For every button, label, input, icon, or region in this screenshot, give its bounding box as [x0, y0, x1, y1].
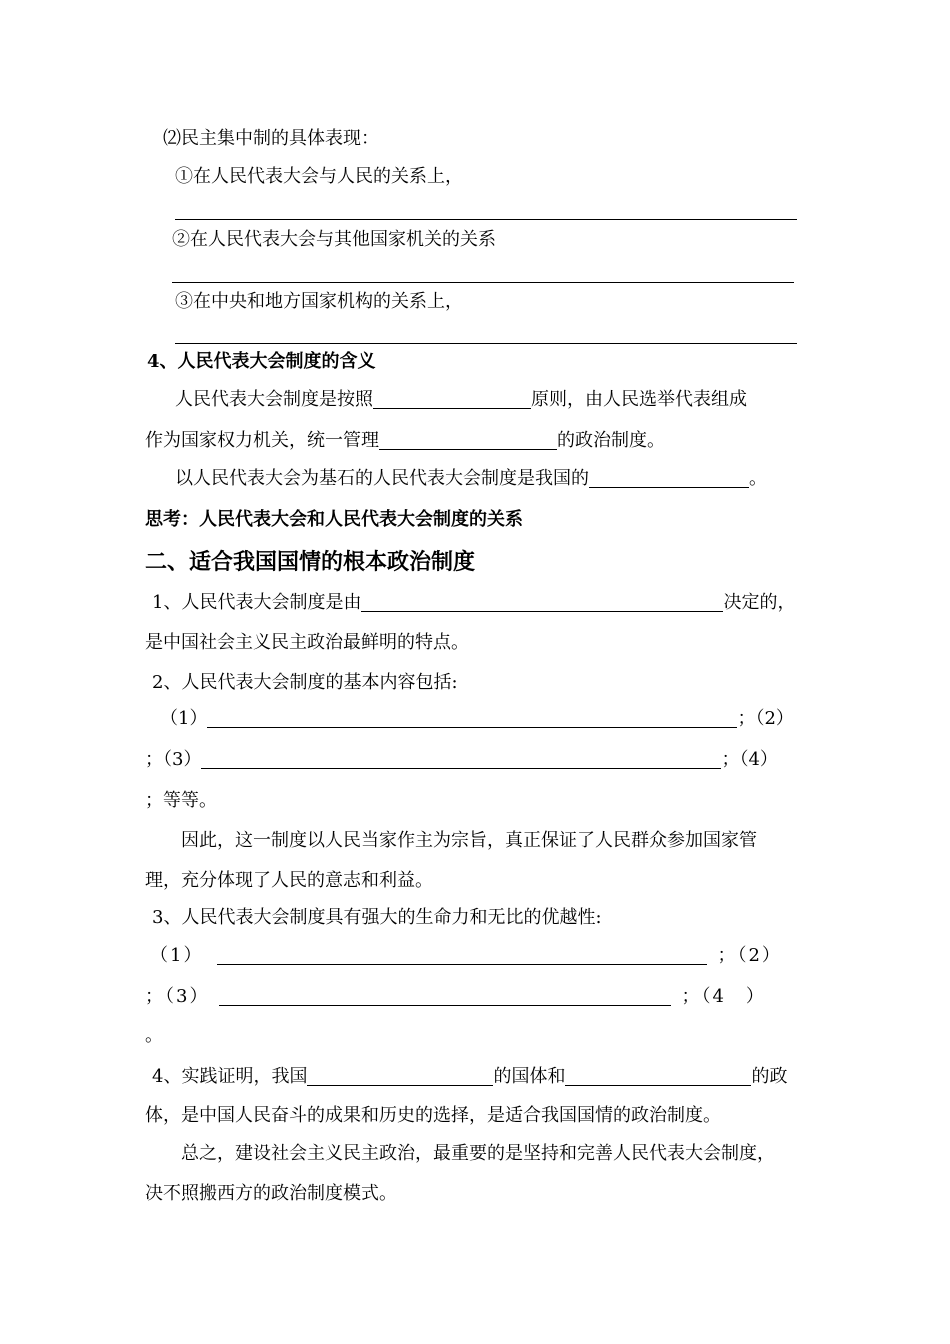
therefore-line-1: 因此，这一制度以人民当家作主为宗旨，真正保证了人民群众参加国家管 [181, 830, 757, 851]
meaning-text-a: 人民代表大会制度是按照 [175, 389, 373, 410]
q1-line-2: 是中国社会主义民主政治最鲜明的特点。 [145, 632, 469, 653]
q3-row-2 [145, 985, 766, 1009]
meaning-line-3 [175, 467, 767, 491]
blank-system[interactable] [589, 469, 749, 488]
meaning-line-1 [175, 388, 747, 412]
blank-q4-state-system[interactable] [307, 1067, 493, 1086]
item-2-text: ②在人民代表大会与其他国家机关的关系 [172, 229, 496, 250]
q3-row-3: 。 [145, 1025, 163, 1046]
meaning-text-e: 以人民代表大会为基石的人民代表大会制度是我国的 [175, 468, 589, 489]
q4-text-c: 的政 [751, 1066, 788, 1087]
q4-line-2: 体，是中国人民奋斗的成果和历史的选择，是适合我国国情的政治制度。 [145, 1105, 721, 1126]
heading-meaning: 4、人民代表大会制度的含义 [147, 351, 376, 372]
q3-label-3: ；（3） [145, 986, 210, 1007]
think-prompt: 思考：人民代表大会和人民代表大会制度的关系 [145, 509, 523, 530]
q2-text: 2、人民代表大会制度的基本内容包括: [152, 672, 458, 693]
q2-label-3: ；（3） [145, 749, 202, 770]
q3-label-2: ；（2） [717, 945, 782, 966]
q4-line-1 [152, 1065, 787, 1089]
blank-q1[interactable] [361, 593, 723, 612]
section-2-heading: 二、适合我国国情的根本政治制度 [145, 549, 476, 575]
blank-q4-government-system[interactable] [565, 1067, 751, 1086]
q4-text-a: 4、实践证明，我国 [152, 1066, 308, 1087]
q2-row-3: ；等等。 [145, 790, 217, 811]
conclusion-line-2: 决不照搬西方的政治制度模式。 [145, 1183, 397, 1204]
q1-text-b: 决定的， [723, 592, 796, 613]
q1-line-1 [152, 591, 795, 615]
answer-line-1[interactable] [175, 219, 797, 220]
item-3-text: ③在中央和地方国家机构的关系上， [175, 291, 463, 312]
meaning-text-c: 作为国家权力机关，统一管理 [145, 430, 379, 451]
blank-manage[interactable] [379, 431, 557, 450]
q1-text-a: 1、人民代表大会制度是由 [152, 592, 362, 613]
item-1-text: ①在人民代表大会与人民的关系上， [175, 166, 463, 187]
q2-label-1: （1） [160, 708, 208, 729]
blank-q2-1[interactable] [207, 709, 737, 728]
q3-text: 3、人民代表大会制度具有强大的生命力和无比的优越性: [152, 907, 602, 928]
answer-line-3[interactable] [175, 343, 797, 344]
sub-heading-democratic-centralism: ⑵民主集中制的具体表现： [163, 128, 379, 149]
q3-row-1 [150, 944, 782, 968]
meaning-line-2 [145, 429, 665, 453]
conclusion-line-1: 总之，建设社会主义民主政治，最重要的是坚持和完善人民代表大会制度， [181, 1143, 775, 1164]
meaning-text-f: 。 [749, 468, 767, 489]
q2-label-4: ；（4） [721, 749, 778, 770]
blank-q3-1[interactable] [217, 946, 707, 965]
q2-label-2: ；（2） [737, 708, 794, 729]
meaning-text-b: 原则，由人民选举代表组成 [531, 389, 747, 410]
q3-label-4: ；（4 ） [681, 986, 766, 1007]
q2-row-2 [145, 748, 778, 772]
blank-q3-3[interactable] [219, 987, 671, 1006]
q4-text-b: 的国体和 [493, 1066, 566, 1087]
therefore-line-2: 理，充分体现了人民的意志和利益。 [145, 870, 433, 891]
q3-label-1: （1） [150, 945, 204, 966]
blank-principle[interactable] [373, 390, 531, 409]
meaning-text-d: 的政治制度。 [557, 430, 665, 451]
answer-line-2[interactable] [172, 282, 794, 283]
blank-q2-3[interactable] [201, 750, 721, 769]
q2-row-1 [160, 707, 794, 731]
